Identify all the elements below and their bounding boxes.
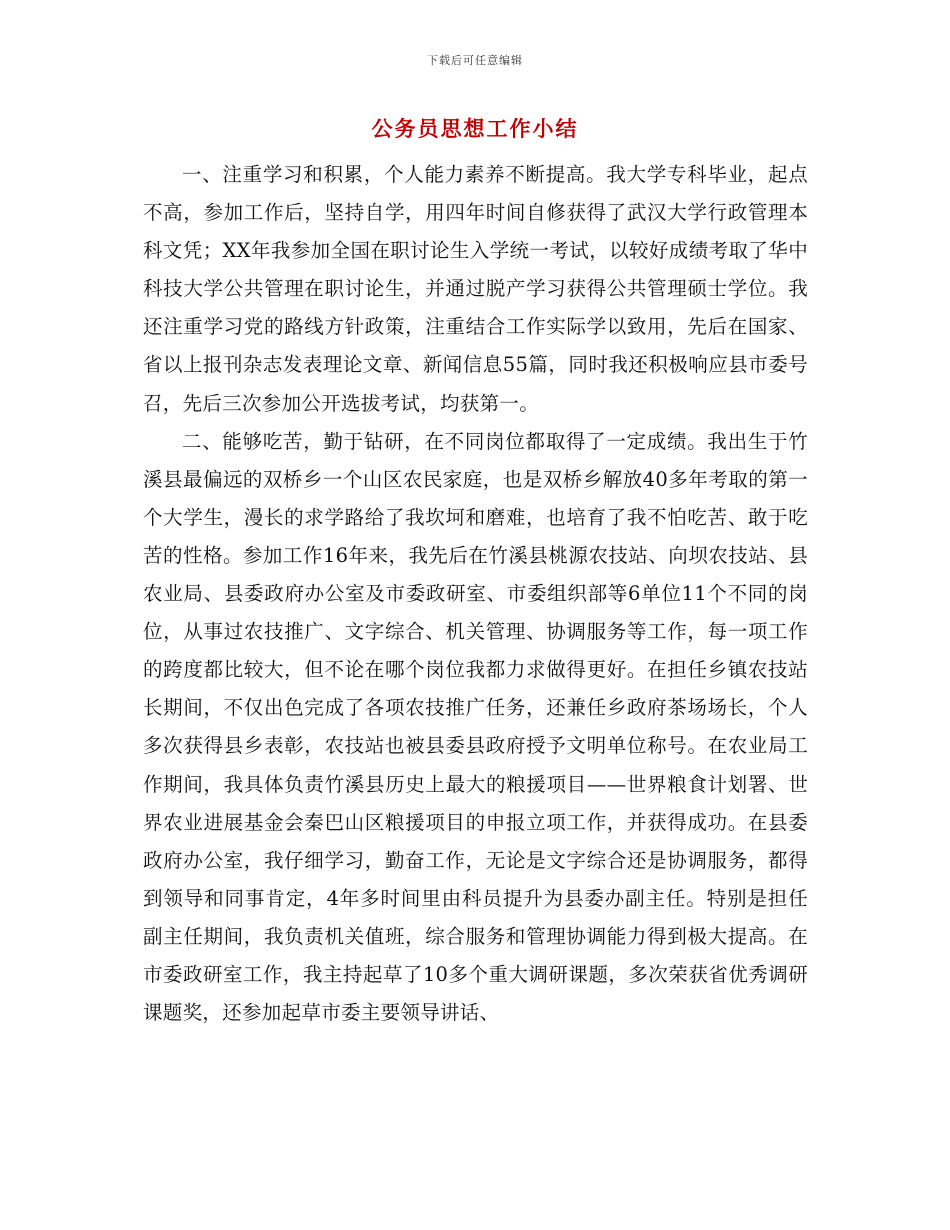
document-body — [143, 156, 808, 1032]
paragraph-1: 一、注重学习和积累，个人能力素养不断提高。我大学专科毕业，起点不高，参加工作后，坚持自学，用四年时间自修获得了武汉大学行政管理本科文凭；XX年我参加全国在职讨论生入学统一考试，以较好成绩考取了华中科技大学公共管理在职讨论生，并通过脱产学习获得公共管理硕士学位。我还注重学习党的路线方针政策，注重结合工作实际学以致用，先后在国家、省以上报刊杂志发表理论文章、新闻信息55篇，同时我还积极响应县市委号召，先后三次参加公开选拔考试，均获第一。 — [143, 163, 808, 415]
page-header-note: 下载后可任意编辑 — [427, 54, 523, 67]
paragraph-2: 二、能够吃苦，勤于钻研，在不同岗位都取得了一定成绩。我出生于竹溪县最偏远的双桥乡一个山区农民家庭，也是双桥乡解放40多年考取的第一个大学生，漫长的求学路给了我坎坷和磨难，也培育了我不怕吃苦、敢于吃苦的性格。参加工作16年来，我先后在竹溪县桃源农技站、向坝农技站、县农业局、县委政府办公室及市委政研室、市委组织部等6单位11个不同的岗位，从事过农技推广、文字综合、机关管理、协调服务等工作，每一项工作的跨度都比较大，但不论在哪个岗位我都力求做得更好。在担任乡镇农技站长期间，不仅出色完成了各项农技推广任务，还兼任乡政府茶场场长，个人多次获得县乡表彰，农技站也被县委县政府授予文明单位称号。在农业局工作期间，我具体负责竹溪县历史上最大的粮援项目——世界粮食计划署、世界农业进展基金会秦巴山区粮援项目的申报立项工作，并获得成功。在县委政府办公室，我仔细学习，勤奋工作，无论是文字综合还是协调服务，都得到领导和同事肯定，4年多时间里由科员提升为县委办副主任。特别是担任副主任期间，我负责机关值班，综合服务和管理协调能力得到极大提高。在市委政研室工作，我主持起草了10多个重大调研课题，多次荣获省优秀调研课题奖，还参加起草市委主要领导讲话、 — [143, 429, 808, 1025]
document-title: 公务员思想工作小结 — [371, 116, 579, 141]
